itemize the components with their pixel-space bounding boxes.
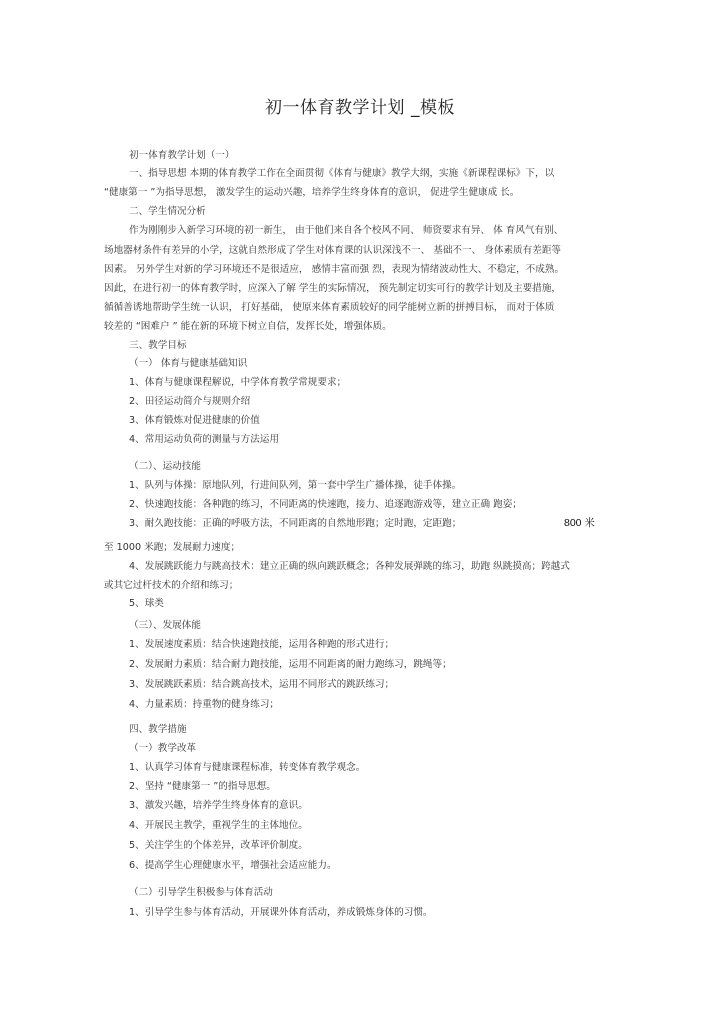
plan-heading: 初一体育教学计划（一） [129, 150, 235, 161]
list-item: 4、常用运动负荷的测量与方法运用 [129, 434, 280, 445]
subsection-heading: （二）、运动技能 [129, 461, 201, 472]
section-heading: 四、教学措施 [129, 724, 187, 735]
subsection-heading: （二）引导学生积极参与体育活动 [129, 887, 273, 898]
list-item: 2、坚持 “健康第一 ”的指导思想。 [129, 781, 276, 792]
list-item: 2、快速跑技能：各种跑的练习，不同距离的快速跑，接力、追逐跑游戏等，建立正确 跑姿； [129, 499, 522, 510]
list-item-continuation: 或其它过杆技术的介绍和练习； [104, 580, 239, 591]
list-item: 3、发展跳跃素质：结合跳高技术，运用不同形式的跳跃练习； [129, 679, 395, 690]
list-item: 2、田径运动简介与规则介绍 [129, 396, 251, 407]
paragraph-line: 一、指导思想 本期的体育教学工作在全面贯彻《体育与健康》教学大纲，实施《新课程课标》下，以 [129, 168, 555, 179]
paragraph-line: 循循善诱地帮助学生统一认识， 打好基础， 使原来体育素质较好的同学能树立新的拼搏目标， 而对于体质 [104, 302, 555, 313]
list-item: 4、发展跳跃能力与跳高技术：建立正确的纵向跳跃概念；各种发展弹跳的练习，助跑 纵跳摸高；跨越式 [129, 561, 570, 572]
list-item: 3、激发兴趣，培养学生终身体育的意识。 [129, 800, 308, 811]
paragraph-line: 场地器材条件有差异的小学，这就自然形成了学生对体育课的认识深浅不一、 基础不一、 身体素质有差距等 [104, 245, 562, 256]
list-item: 1、发展速度素质：结合快速跑技能，运用各种跑的形式进行； [129, 639, 395, 650]
document-title: 初一体育教学计划 _模板 [265, 98, 455, 118]
list-item: 5、关注学生的个体差异，改革评价制度。 [129, 840, 308, 851]
list-item: 6、提高学生心理健康水平，增强社会适应能力。 [129, 860, 337, 871]
list-item-continuation: 800 米 [564, 517, 595, 529]
subsection-heading: （三）、发展体能 [129, 620, 201, 631]
paragraph-line: 较差的 “困难户 ” 能在新的环境下树立自信，发挥长处，增强体质。 [104, 321, 392, 332]
section-heading: 二、学生情况分析 [129, 206, 206, 217]
paragraph-line: 因此，在进行初一的体育教学时，应深入了解 学生的实际情况， 预先制定切实可行的教学计划及主要措施， [104, 283, 562, 294]
list-item: 2、发展耐力素质：结合耐力跑技能，运用不同距离的耐力跑练习，跳绳等； [129, 659, 452, 670]
list-item: 4、力量素质：持重物的健身练习； [129, 699, 280, 710]
paragraph-line: “健康第一 ”为指导思想， 激发学生的运动兴趣，培养学生终身体育的意识， 促进学生健康成 长。 [104, 187, 520, 198]
subsection-heading: （一） 体育与健康基础知识 [129, 358, 248, 369]
list-item: 4、开展民主教学，重视学生的主体地位。 [129, 820, 308, 831]
list-item: 1、引导学生参与体育活动，开展课外体育活动，养成锻炼身体的习惯。 [129, 907, 433, 918]
list-item: 1、认真学习体育与健康课程标准，转变体育教学观念。 [129, 762, 366, 773]
list-item: 1、队列与体操：原地队列，行进间队列，第一套中学生广播体操，徒手体操。 [129, 480, 462, 491]
list-item-continuation: 至 1000 米跑；发展耐力速度； [104, 542, 241, 553]
list-item: 3、耐久跑技能：正确的呼吸方法，不同距离的自然地形跑；定时跑，定距跑； [129, 518, 462, 529]
paragraph-line: 作为刚刚步入新学习环境的初一新生， 由于他们来自各个校风不同、 师资要求有异、 体 育风气有别、 [129, 225, 564, 236]
subsection-heading: （一）教学改革 [129, 743, 197, 754]
list-item: 3、体育锻炼对促进健康的价值 [129, 415, 260, 426]
list-item: 1、体育与健康课程解说，中学体育教学常规要求； [129, 377, 347, 388]
section-heading: 三、教学目标 [129, 340, 187, 351]
list-item: 5、球类 [129, 598, 164, 609]
paragraph-line: 因素。 另外学生对新的学习环境还不是很适应， 感情丰富而强 烈，表现为情绪波动性大、不稳定，不成熟。 [104, 264, 565, 275]
